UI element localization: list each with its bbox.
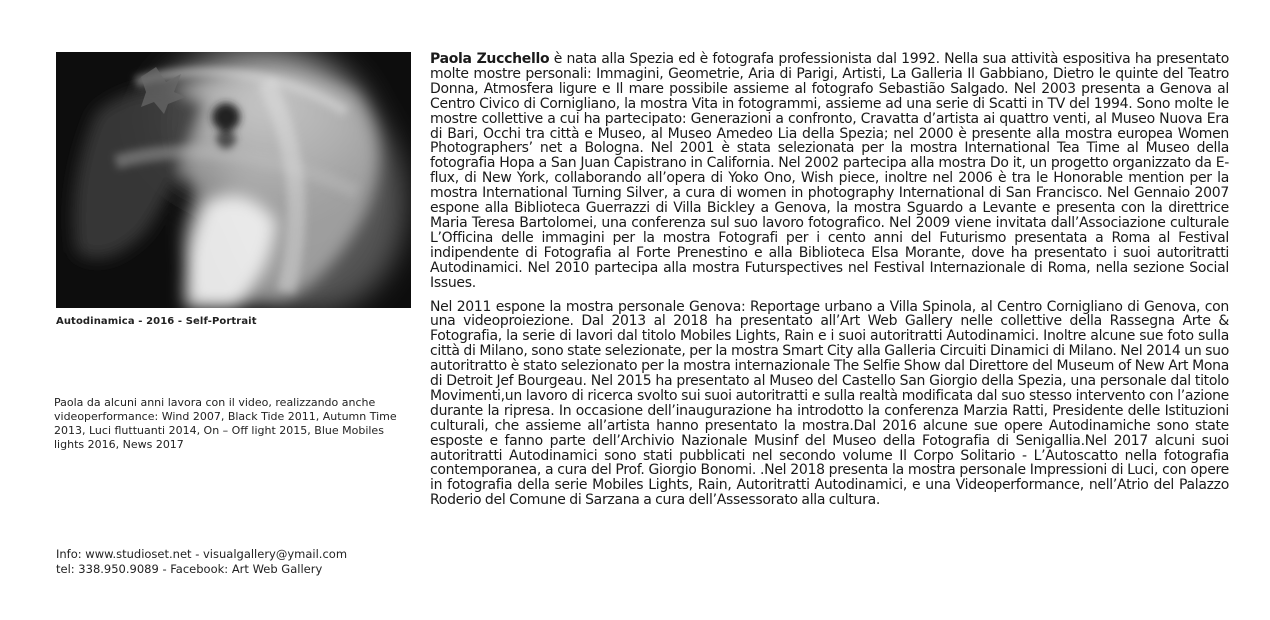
- contact-line-web-email: Info: www.studioset.net - visualgallery@ymail.com: [56, 547, 348, 561]
- motion-blur-portrait-image: [56, 52, 411, 308]
- bio-paragraph-2: Nel 2011 espone la mostra personale Genova: Reportage urbano a Villa Spinola, al Centro Cornigliano di Genova, con una videoproiezione. Dal 2013 al 2018 ha presentato all’Art Web Gallery nelle collettive della Rassegna Arte & Fotografia, la serie di lavori dal titolo Mobiles Lights, Rain e i suoi autoritratti Autodinamici. Inoltre alcune sue foto sulla città di Milano, sono state selezionate, per la mostra Smart City alla Galleria Circuiti Dinamici di Milano. Nel 2014 un suo autoritratto è stato selezionato per la mostra internazionale The Selfie Show dal Direttore del Museum of New Art Mona di Detroit Jef Bourgeau. Nel 2015 ha presentato al Museo del Castello San Giorgio della Spezia, una personale dal titolo Movimenti,un lavoro di ricerca svolto sui suoi autoritratti e sulla realtà modificata dal suo stesso intervento con l’azione durante la ripresa. In occasione dell’inaugurazione ha introdotto la conferenza Marzia Ratti, Presidente delle Istituzioni culturali, che assieme all’artista hanno presentato la mostra.Dal 2016 alcune sue opere Autodinamiche sono state esposte e fanno parte dell’Archivio Nazionale Musinf del Museo della Fotografia di Senigallia.Nel 2017 alcuni suoi autoritratti Autodinamici sono stati pubblicati nel secondo volume Il Corpo Solitario - L’Autoscatto nella fotografia contemporanea, a cura del Prof. Giorgio Bonomi. .Nel 2018 presenta la mostra personale Impressioni di Luci, con opere in fotografia della serie Mobiles Lights, Rain, Autoritratti Autodinamici, e una Videoperformance, nell’Atrio del Palazzo Roderio del Comune di Sarzana a cura dell’Assessorato alla cultura.: [430, 298, 1229, 509]
- contact-info: [56, 547, 416, 577]
- artist-name: Paola Zucchello: [430, 51, 550, 67]
- video-work-note: Paola da alcuni anni lavora con il video, realizzando anche videoperformance: Wind 2007, Black Tide 2011, Autumn Time 2013, Luci fluttuanti 2014, On – Off light 2015, Blue Mobiles lights 2016, News 2017: [54, 396, 397, 451]
- bio-paragraph-1: [430, 52, 1229, 291]
- photo-caption: Autodinamica - 2016 - Self-Portrait: [56, 316, 257, 327]
- contact-line-phone-facebook: tel: 338.950.9089 - Facebook: Art Web Gallery: [56, 562, 323, 576]
- self-portrait-photo: [56, 52, 411, 308]
- bio-paragraph-1-text: è nata alla Spezia ed è fotografa professionista dal 1992. Nella sua attività espositiva ha presentato molte mostre personali: Immagini, Geometrie, Aria di Parigi, Artisti, La Galleria Il Gabbiano, Dietro le quinte del Teatro Donna, Atmosfera ligure e Il mare possibile assieme al fotografo Sebastião Salgado. Nel 2003 presenta a Genova al Centro Civico di Cornigliano, la mostra Vita in fotogrammi, assieme ad una serie di Scatti in TV del 1994. Sono molte le mostre collettive a cui ha partecipato: Generazioni a confronto, Cravatta d’artista ai quattro venti, al Museo Nuova Era di Bari, Occhi tra città e Museo, al Museo Amedeo Lia della Spezia; nel 2000 è presente alla mostra europea Women Photographers’ net a Bologna. Nel 2001 è stata selezionata per la mostra International Tea Time al Museo della fotografia Hopa a San Juan Capistrano in California. Nel 2002 partecipa alla mostra Do it, un progetto organizzato da E-flux, di New York, collaborando all’opera di Yoko Ono, Wish piece, inoltre nel 2006 è tra le Honorable mention per la mostra International Turning Silver, a cura di women in photography International di San Francisco. Nel Gennaio 2007 espone alla Biblioteca Guerrazzi di Villa Bickley a Genova, la mostra Sguardo a Levante e presenta con la direttrice Maria Teresa Bartolomei, una conferenza sul suo lavoro fotografico. Nel 2009 viene invitata dall’Associazione culturale L’Officina delle immagini per la mostra Fotografi per i cento anni del Futurismo presentata a Roma al Festival indipendente di Fotografia al Forte Prenestino e alla Biblioteca Elsa Morante, dove ha presentato i suoi autoritratti Autodinamici. Nel 2010 partecipa alla mostra Futurspectives nel Festival Internazionale di Roma, nella sezione Social Issues.: [430, 51, 1229, 291]
- biography: [430, 52, 1229, 517]
